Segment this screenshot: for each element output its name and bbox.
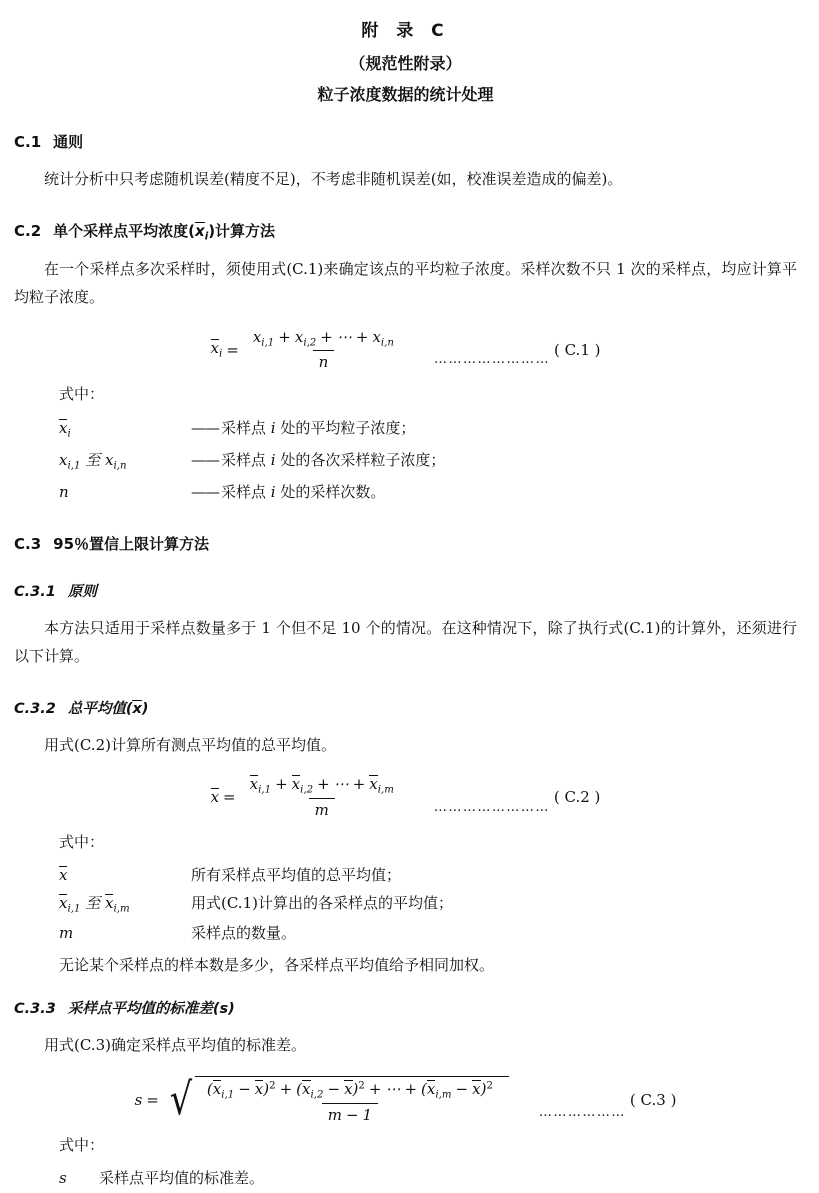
- formula-c2-leader: ……………………: [433, 799, 550, 815]
- clause-c2-heading: [14, 220, 797, 243]
- clause-c32-paragraph: 用式(C.2)计算所有测点平均值的总平均值。: [44, 735, 336, 754]
- formula-c1-body: $x_i$ = $\frac{x_{i,1} + x_{i,2} + \cdots + x_{i,n}}{n}$: [210, 327, 394, 372]
- clause-c33-paragraph: 用式(C.3)确定采样点平均值的标准差。: [44, 1036, 306, 1055]
- clause-c33-heading: [14, 997, 797, 1018]
- clause-c2-title-symbol: $x_i$: [195, 221, 209, 243]
- definition-text: 采样点平均值的标准差。: [99, 1169, 265, 1188]
- definition-item: [14, 861, 797, 890]
- c32-note: 无论某个采样点的样本数是多少，各采样点平均值给予相同加权。: [59, 955, 495, 974]
- clause-c2-paragraph: 在一个采样点多次采样时，须使用式(C.1)来确定该点的平均粒子浓度。采样次数不只 1 次的采样点，均应计算平均粒子浓度。: [14, 260, 797, 307]
- clause-c3-title: 95％置信上限计算方法: [53, 535, 210, 554]
- definition-symbol: $x_{i,1}$ 至 $x_{i,m}$: [59, 894, 130, 915]
- definition-text: —— 采样点 i 处的平均粒子浓度；: [191, 419, 416, 438]
- c2-definition-list: [14, 413, 797, 507]
- clause-c1-heading: [14, 131, 797, 152]
- c32-definition-list: [14, 861, 797, 948]
- c2-where-label: 式中：: [59, 385, 105, 404]
- definition-symbol: $x_{i,1}$ 至 $x_{i,n}$: [59, 451, 127, 472]
- definition-text: 所有采样点平均值的总平均值；: [191, 865, 402, 884]
- clause-c2-title-post: )计算方法: [208, 221, 276, 240]
- appendix-name: 粒子浓度数据的统计处理: [317, 85, 494, 104]
- c32-where-label: 式中：: [59, 832, 105, 851]
- clause-c32-title-post: ): [141, 700, 149, 717]
- clause-c31-title: 原则: [67, 584, 97, 601]
- definition-text: 用式(C.1)计算出的各采样点的平均值；: [191, 894, 453, 913]
- definition-symbol: x: [59, 865, 68, 884]
- c33-where-label: 式中：: [59, 1135, 105, 1154]
- definition-text: —— 采样点 i 处的各次采样粒子浓度；: [191, 451, 446, 470]
- clause-c1-number: C.1: [14, 133, 42, 151]
- clause-c32-title-symbol: x: [132, 700, 142, 717]
- clause-c31-heading: [14, 580, 797, 601]
- clause-c2-number: C.2: [14, 221, 42, 240]
- definition-symbol: n: [59, 483, 69, 502]
- formula-c3-number: ( C.3 ): [629, 1090, 677, 1109]
- clause-c33-title-pre: 采样点平均值的标准差(: [67, 1001, 220, 1018]
- clause-c32-number: C.3.2: [14, 700, 56, 717]
- definition-item: [14, 1163, 797, 1193]
- formula-c1-number: ( C.1 ): [553, 340, 601, 359]
- definition-item: [14, 919, 797, 948]
- clause-c33-title-post: ): [228, 1001, 235, 1018]
- definition-symbol: s: [59, 1169, 67, 1188]
- definition-item: [14, 445, 797, 477]
- clause-c32-title-pre: 总平均值(: [67, 700, 133, 717]
- clause-c32-heading: [14, 697, 797, 718]
- appendix-title: 附 录 C: [361, 21, 450, 41]
- c33-definition-list: [14, 1163, 797, 1193]
- formula-c2: [14, 775, 797, 819]
- formula-c1-leader: ……………………: [433, 352, 550, 368]
- clause-c3-heading: [14, 533, 797, 554]
- clause-c33-number: C.3.3: [14, 1001, 56, 1018]
- formula-c1: [14, 328, 797, 372]
- clause-c1-title: 通则: [53, 133, 84, 151]
- appendix-type: （规范性附录）: [349, 54, 462, 73]
- definition-symbol: m: [59, 924, 74, 943]
- definition-item: [14, 477, 797, 507]
- definition-text: —— 采样点 i 处的采样次数。: [191, 483, 386, 502]
- clause-c33-title-symbol: s: [219, 1001, 229, 1018]
- formula-c2-number: ( C.2 ): [553, 788, 601, 807]
- clause-c31-paragraph: 本方法只适用于采样点数量多于 1 个但不足 10 个的情况。在这种情况下，除了执行式(C.1)的计算外，还须进行以下计算。: [14, 619, 797, 665]
- formula-c3: [14, 1073, 797, 1125]
- definition-item: [14, 889, 797, 919]
- definition-text: 采样点的数量。: [191, 924, 297, 943]
- definition-item: [14, 413, 797, 445]
- clause-c1-paragraph: 统计分析中只考虑随机误差(精度不足)，不考虑非随机误差(如，校准误差造成的偏差)。: [44, 170, 623, 188]
- formula-c3-leader: ………………: [538, 1104, 626, 1120]
- definition-symbol: $x_i$: [59, 419, 71, 440]
- clause-c31-number: C.3.1: [14, 584, 56, 601]
- formula-c3-body: s = √ $\frac{(x_{i,1} - x)^2 + (x_{i,2} - x)^2 + \cdots + (x_{i,m} - x)^2}{m - 1}$: [135, 1076, 509, 1124]
- clause-c2-title-pre: 单个采样点平均浓度(: [53, 221, 196, 240]
- formula-c2-body: x = $\frac{x_{i,1} + x_{i,2} + \cdots + x_{i,m}}{m}$: [210, 775, 394, 819]
- clause-c3-number: C.3: [14, 535, 42, 554]
